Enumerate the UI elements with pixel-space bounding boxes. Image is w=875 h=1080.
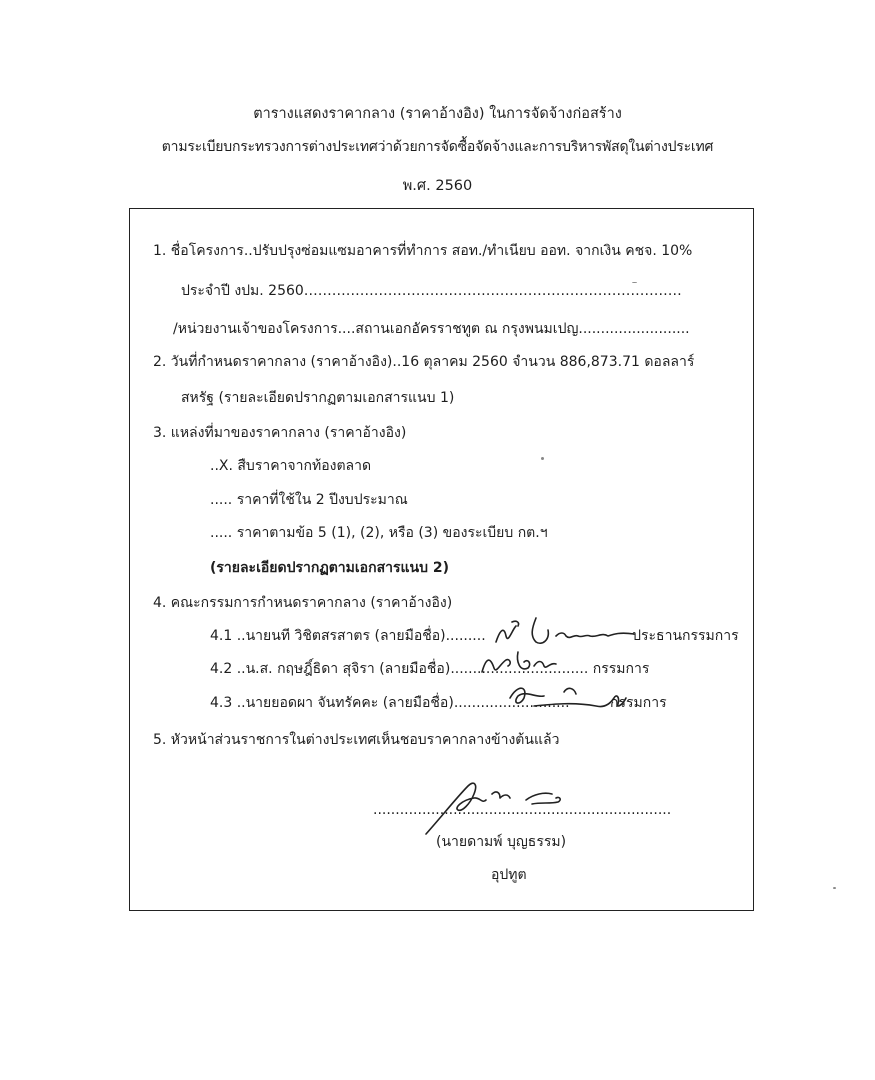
committee-member-2-role: กรรมการ: [588, 661, 650, 677]
project-name-line: 1. ชื่อโครงการ..ปรับปรุงซ่อมแซมอาคารที่ทำการ สอท./ทำเนียบ ออท. จากเงิน คชจ. 10%: [153, 243, 693, 259]
signatory-title: อุปทูต: [491, 867, 527, 883]
price-date-line: 2. วันที่กำหนดราคากลาง (ราคาอ้างอิง)..16 ตุลาคม 2560 จำนวน 886,873.71 ดอลลาร์: [153, 354, 695, 370]
committee-member-3-dots: ..........................: [453, 695, 570, 711]
document-year: พ.ศ. 2560: [402, 178, 473, 194]
signature-ambassador: [412, 776, 582, 840]
price-source-option-market: ..X. สืบราคาจากท้องตลาด: [210, 458, 372, 474]
committee-member-1-role: ประธานกรรมการ: [627, 628, 739, 644]
committee-member-2-name: 4.2 ..น.ส. กฤษฎิ์ธิดา สุจิรา (ลายมือชื่อ): [210, 661, 451, 677]
owner-agency-line: /หน่วยงานเจ้าของโครงการ....สถานเอกอัครราชทูต ณ กรุงพนมเปญ.........................: [173, 321, 690, 337]
document-subtitle: ตามระเบียบกระทรวงการต่างประเทศว่าด้วยการจัดซื้อจัดจ้างและการบริหารพัสดุในต่างประเทศ: [161, 139, 714, 155]
committee-member-3-role: กรรมการ: [605, 695, 667, 711]
scan-speck: [833, 887, 836, 889]
committee-member-3-name: 4.3 ..นายยอดผา จันทรัคคะ (ลายมือชื่อ): [210, 695, 454, 711]
approval-statement: 5. หัวหน้าส่วนราชการในต่างประเทศเห็นชอบราคากลางข้างต้นแล้ว: [153, 732, 560, 748]
signatory-name: (นายดามพ์ บุญธรรม): [436, 834, 567, 850]
signatory-dots: ...................................................................: [373, 802, 672, 818]
fiscal-year-line: ประจำปี งปม. 2560………………………………………………………………………: [181, 283, 682, 299]
committee-member-1: [210, 627, 739, 645]
price-source-heading: 3. แหล่งที่มาของราคากลาง (ราคาอ้างอิง): [153, 425, 407, 441]
committee-member-1-name: 4.1 ..นายนที วิชิตสรสาตร (ลายมือชื่อ).........: [210, 628, 486, 644]
scan-speck: [541, 457, 544, 460]
price-source-attachment-note: (รายละเอียดปรากฏตามเอกสารแนบ 2): [210, 560, 449, 576]
price-source-option-budget: ..... ราคาที่ใช้ใน 2 ปีงบประมาณ: [210, 492, 408, 508]
price-currency-line: สหรัฐ (รายละเอียดปรากฏตามเอกสารแนบ 1): [181, 390, 455, 406]
document-title: ตารางแสดงราคากลาง (ราคาอ้างอิง) ในการจัดจ้างก่อสร้าง: [253, 106, 622, 122]
signature-member-2: [476, 644, 566, 680]
signature-member-3: [504, 676, 630, 714]
scan-speck: [632, 282, 637, 283]
committee-member-2-dots: ...............................: [450, 661, 589, 677]
committee-heading: 4. คณะกรรมการกำหนดราคากลาง (ราคาอ้างอิง): [153, 595, 453, 611]
price-source-option-regulation: ..... ราคาตามข้อ 5 (1), (2), หรือ (3) ของระเบียบ กต.ฯ: [210, 525, 548, 541]
